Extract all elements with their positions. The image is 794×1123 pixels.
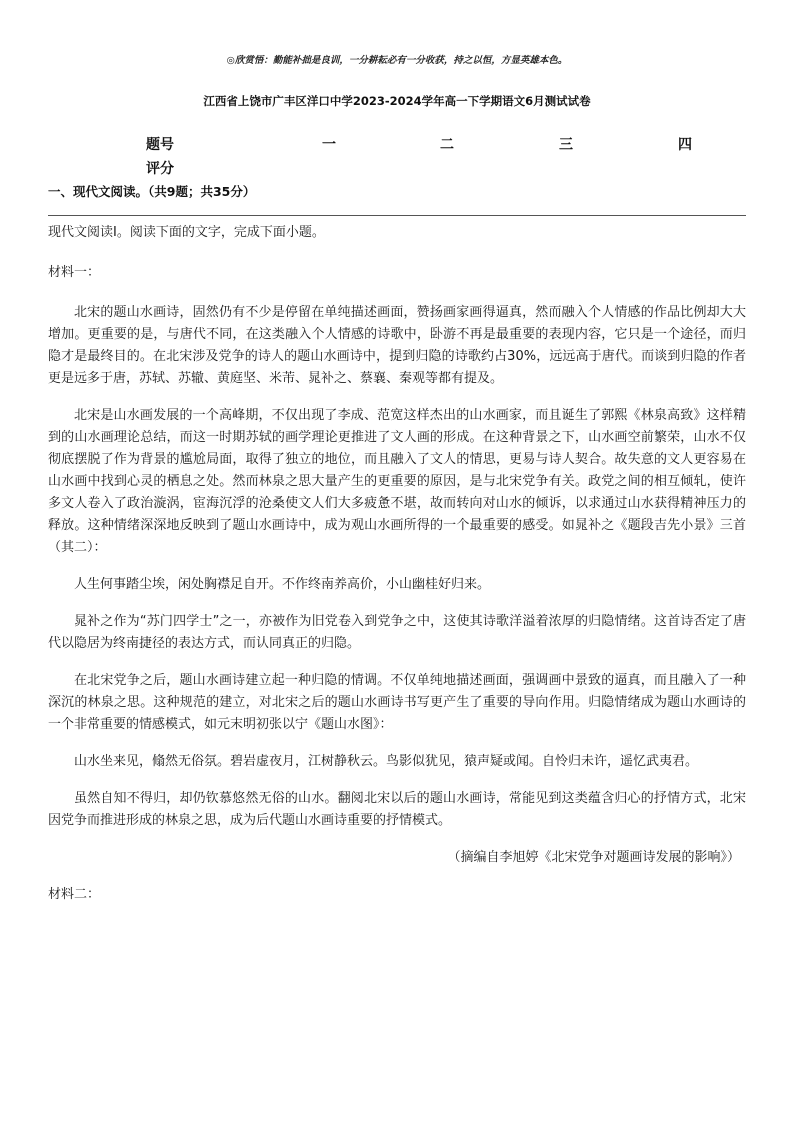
question-col-4: 四 xyxy=(678,137,692,153)
question-number-label: 题号 xyxy=(146,137,174,153)
section-heading: 一、现代文阅读。（共9题；共35分） xyxy=(48,184,256,199)
passage-body xyxy=(48,222,746,921)
question-col-3: 三 xyxy=(559,137,573,153)
paragraph-2: 北宋是山水画发展的一个高峰期，不仅出现了李成、范宽这样杰出的山水画家，而且诞生了郭熙《林泉高致》这样精到的山水画理论总结，而这一时期苏轼的画学理论更推进了文人画的形成。在这种背景之下，山水画空前繁荣，山水不仅彻底摆脱了作为背景的尴尬局面，取得了独立的地位，而且融入了文人的情思，更易与诗人契合。故失意的文人更容易在山水画中找到心灵的栖息之处。然而林泉之思大量产生的更重要的原因，是与北宋党争有关。政党之间的相互倾轧，使许多文人卷入了政治漩涡，宦海沉浮的沧桑使文人们大多疲惫不堪，故而转向对山水的倾诉，以求通过山水获得精神压力的释放。这种情绪深深地反映到了题山水画诗中，成为观山水画所得的一个最重要的感受。如晁补之《题段吉先小景》三首（其二）： xyxy=(48,408,746,555)
material-two-label: 材料二： xyxy=(48,887,101,902)
score-table-header-row xyxy=(0,134,794,154)
question-col-2: 二 xyxy=(440,137,454,153)
material-one-label: 材料一： xyxy=(48,265,101,280)
exam-title: 江西省上饶市广丰区洋口中学2023-2024学年高一下学期语文6月测试试卷 xyxy=(203,94,591,108)
question-col-1: 一 xyxy=(322,137,336,153)
paragraph-4: 在北宋党争之后，题山水画诗建立起一种归隐的情调。不仅单纯地描述画面，强调画中景致的逼真，而且融入了一种深沉的林泉之思。这种规范的建立，对北宋之后的题山水画诗书写更产生了重要的导向作用。归隐情绪成为题山水画诗的一个非常重要的情感模式，如元末明初张以宁《题山水图》： xyxy=(48,673,746,732)
source-citation: （摘编自李旭婷《北宋党争对题画诗发展的影响》） xyxy=(447,850,740,865)
score-label: 评分 xyxy=(146,161,174,177)
section-divider xyxy=(48,215,746,216)
poem-2: 山水坐来见，翛然无俗氛。碧岩虚夜月，江树静秋云。鸟影似犹见，猿声疑或闻。自怜归未许，遥忆武夷君。 xyxy=(74,754,699,769)
score-table-score-row xyxy=(0,158,794,178)
reading-intro: 现代文阅读Ⅰ。阅读下面的文字，完成下面小题。 xyxy=(48,225,325,240)
poem-1: 人生何事踏尘埃，闲处胸襟足自开。不作终南养高价，小山幽桂好归来。 xyxy=(74,577,491,592)
motto-line: ◎欣赏悟：勤能补拙是良训，一分耕耘必有一分收获，持之以恒，方显英雄本色。 xyxy=(226,55,568,66)
paragraph-5: 虽然自知不得归，却仍钦慕悠然无俗的山水。翻阅北宋以后的题山水画诗，常能见到这类蕴含归心的抒情方式，北宋因党争而推进形成的林泉之思，成为后代题山水画诗重要的抒情模式。 xyxy=(48,791,746,828)
paragraph-1: 北宋的题山水画诗，固然仍有不少是停留在单纯描述画面，赞扬画家画得逼真，然而融入个人情感的作品比例却大大增加。更重要的是，与唐代不同，在这类融入个人情感的诗歌中，卧游不再是最重要的表现内容，它只是一个途径，而归隐才是最终目的。在北宋涉及党争的诗人的题山水画诗中，提到归隐的诗歌约占30%，远远高于唐代。而谈到归隐的作者更是远多于唐，苏轼、苏辙、黄庭坚、米芾、晁补之、蔡襄、秦观等都有提及。 xyxy=(48,305,746,386)
paragraph-3: 晁补之作为“苏门四学士”之一，亦被作为旧党卷入到党争之中，这使其诗歌洋溢着浓厚的归隐情绪。这首诗否定了唐代以隐居为终南捷径的表达方式，而认同真正的归隐。 xyxy=(48,614,746,651)
